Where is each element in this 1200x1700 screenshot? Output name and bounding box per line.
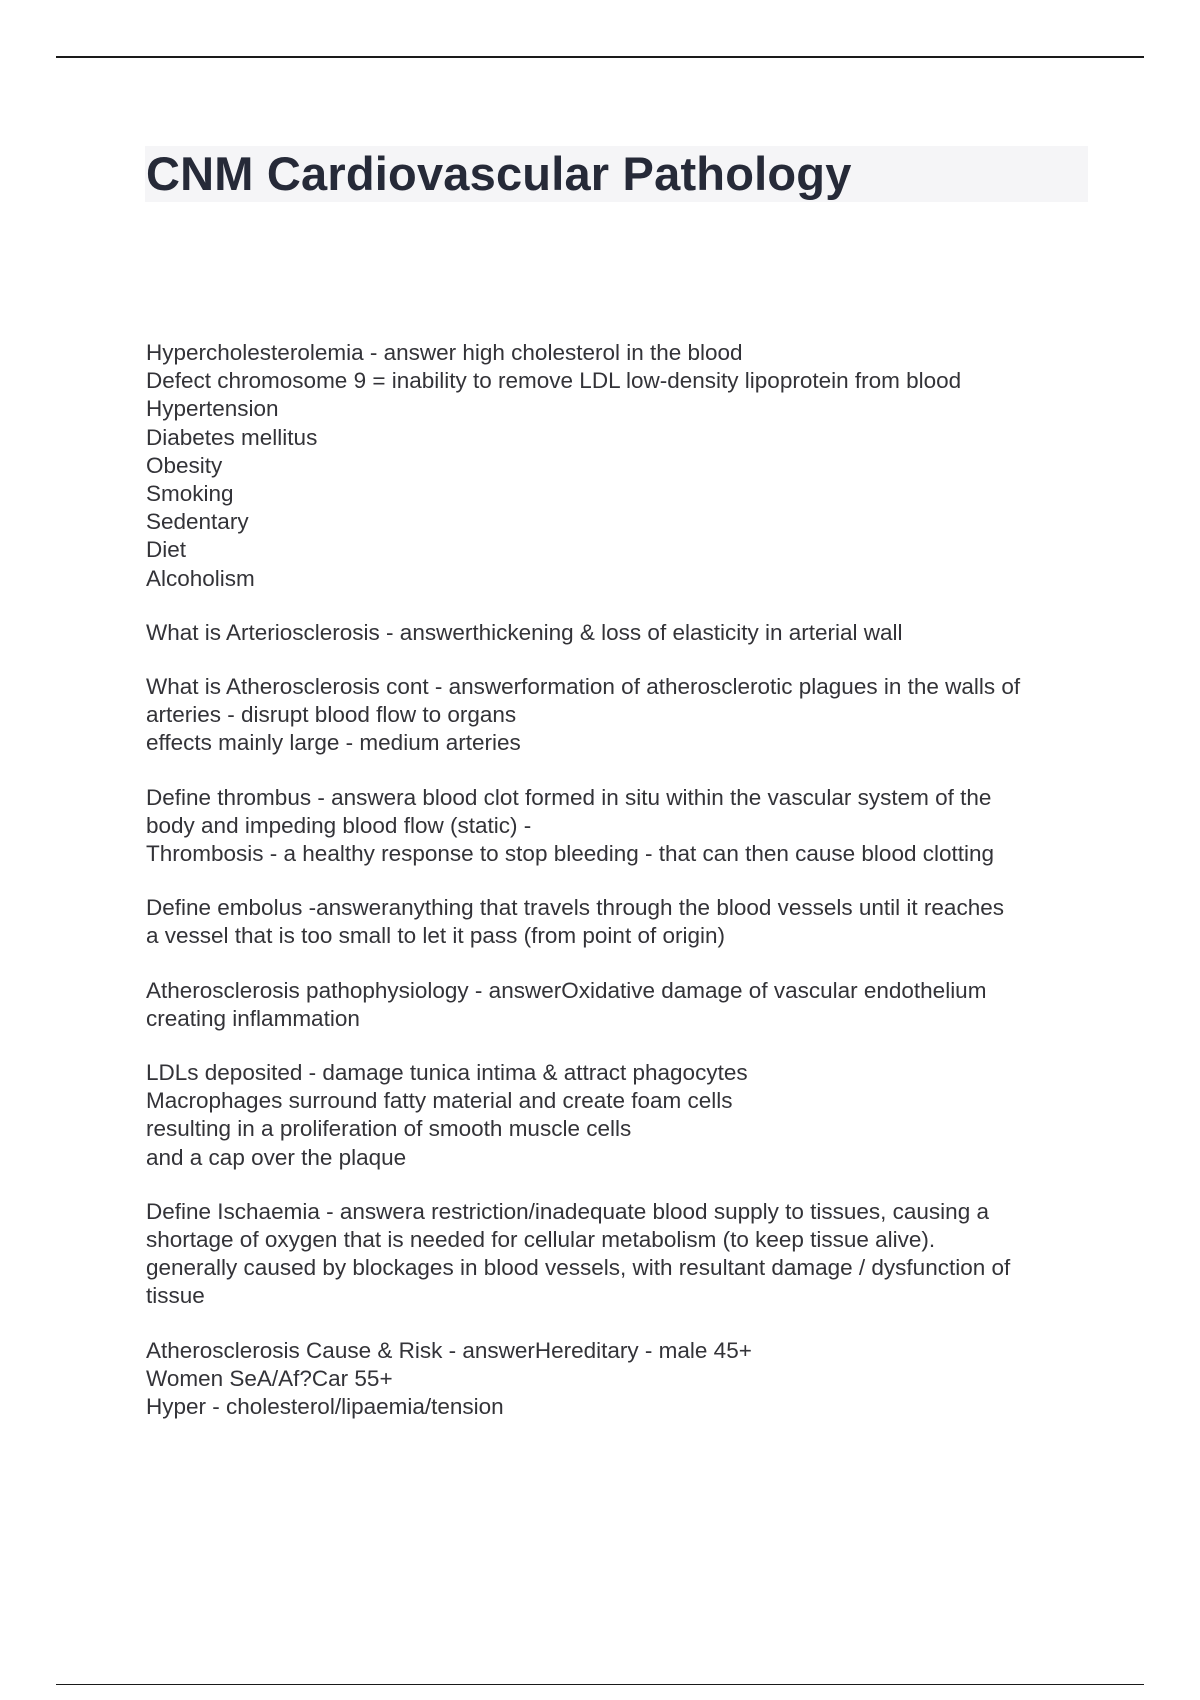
text-line: Diet xyxy=(146,537,187,563)
text-line: Define embolus -answeranything that travels through the blood vessels until it reaches xyxy=(146,895,1004,921)
page-title: CNM Cardiovascular Pathology xyxy=(146,147,852,200)
text-line: Define thrombus - answera blood clot formed in situ within the vascular system of the xyxy=(146,784,992,810)
bottom-rule xyxy=(56,1684,1144,1685)
text-line: Thrombosis - a healthy response to stop bleeding - that can then cause blood clotting xyxy=(146,841,995,867)
text-block-atherosclerosis xyxy=(146,673,1096,758)
top-rule xyxy=(56,56,1144,58)
text-block-risk-factors xyxy=(146,339,1096,593)
text-line: Define Ischaemia - answera restriction/inadequate blood supply to tissues, causing a xyxy=(146,1198,989,1224)
text-line: a vessel that is too small to let it pass (from point of origin) xyxy=(146,923,725,949)
text-line: Atherosclerosis pathophysiology - answerOxidative damage of vascular endothelium xyxy=(146,977,987,1003)
text-line: Women SeA/Af?Car 55+ xyxy=(146,1365,393,1391)
text-line: creating inflammation xyxy=(146,1005,360,1031)
text-line: Obesity xyxy=(146,452,223,478)
text-line: Alcoholism xyxy=(146,565,255,591)
text-block-thrombus xyxy=(146,784,1096,869)
text-block-ischaemia xyxy=(146,1198,1096,1311)
text-line: resulting in a proliferation of smooth muscle cells xyxy=(146,1116,632,1142)
text-line: tissue xyxy=(146,1283,205,1309)
document-body xyxy=(146,339,1096,1447)
text-line: What is Atherosclerosis cont - answerformation of atherosclerotic plagues in the walls of xyxy=(146,674,1021,700)
text-line: Smoking xyxy=(146,481,234,507)
text-line: Macrophages surround fatty material and create foam cells xyxy=(146,1088,733,1114)
text-line: Diabetes mellitus xyxy=(146,424,318,450)
text-block-embolus xyxy=(146,894,1096,950)
text-line: Defect chromosome 9 = inability to remove LDL low-density lipoprotein from blood xyxy=(146,368,962,394)
text-line: shortage of oxygen that is needed for cellular metabolism (to keep tissue alive). xyxy=(146,1227,936,1253)
text-line: arteries - disrupt blood flow to organs xyxy=(146,702,517,728)
text-block-pathophysiology xyxy=(146,977,1096,1033)
text-line: body and impeding blood flow (static) - xyxy=(146,812,532,838)
text-line: generally caused by blockages in blood vessels, with resultant damage / dysfunction of xyxy=(146,1255,1011,1281)
text-line: Hypertension xyxy=(146,396,279,422)
text-block-arteriosclerosis xyxy=(146,619,1096,647)
text-line: and a cap over the plaque xyxy=(146,1144,407,1170)
text-line: effects mainly large - medium arteries xyxy=(146,730,521,756)
text-block-ldl xyxy=(146,1059,1096,1172)
text-line: Hyper - cholesterol/lipaemia/tension xyxy=(146,1394,504,1420)
text-line: Sedentary xyxy=(146,509,249,535)
text-line: Hypercholesterolemia - answer high cholesterol in the blood xyxy=(146,340,743,365)
text-line: LDLs deposited - damage tunica intima & attract phagocytes xyxy=(146,1060,748,1086)
text-line: What is Arteriosclerosis - answerthickening & loss of elasticity in arterial wall xyxy=(146,619,903,645)
text-line: Atherosclerosis Cause & Risk - answerHereditary - male 45+ xyxy=(146,1337,752,1363)
text-block-cause-risk xyxy=(146,1337,1096,1422)
